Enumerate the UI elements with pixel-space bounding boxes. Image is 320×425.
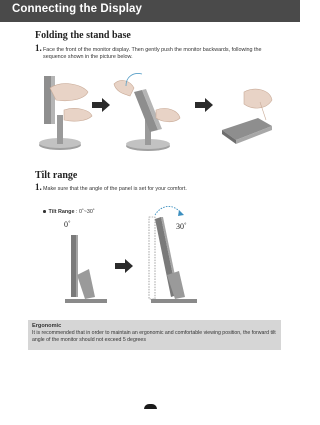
monitor-side-tilted	[149, 217, 197, 303]
monitor-tilting	[114, 74, 180, 152]
monitor-folded	[222, 89, 272, 144]
angle-end-label: 30˚	[176, 222, 187, 231]
curved-arrow-icon	[155, 206, 184, 216]
ergonomic-note	[28, 320, 281, 350]
tilt-step-number: 1.	[35, 182, 42, 192]
tilt-step-text: Make sure that the angle of the panel is set for your comfort.	[43, 186, 187, 192]
arrow-right-icon	[195, 98, 213, 112]
arrow-right-icon	[92, 98, 110, 112]
note-text: It is recommended that in order to maintain an ergonomic and comfortable viewing position, the forward tilt angle of the monitor should not exceed 5 degrees	[32, 330, 276, 343]
tilt-section-title: Tilt range	[35, 170, 78, 181]
folding-step-text: Face the front of the monitor display. Then gently push the monitor backwards, following the sequence shown in the picture below.	[43, 47, 262, 61]
folding-illustration	[30, 70, 275, 160]
tilt-range-value: : 0˚~30˚	[75, 209, 95, 215]
page-number-mark	[144, 404, 157, 409]
folding-step-number: 1.	[35, 43, 42, 53]
arrow-right-icon	[115, 259, 133, 273]
page-title: Connecting the Display	[12, 3, 142, 15]
angle-start-label: 0˚	[64, 220, 71, 229]
monitor-upright	[39, 76, 92, 150]
tilt-illustration	[55, 205, 215, 310]
folding-section-title: Folding the stand base	[35, 30, 131, 41]
note-title: Ergonomic	[32, 323, 62, 329]
monitor-side-upright	[65, 235, 107, 303]
bullet-icon	[43, 210, 46, 213]
header-bar	[0, 0, 300, 22]
tilt-range-label: Tilt Range	[48, 209, 75, 215]
